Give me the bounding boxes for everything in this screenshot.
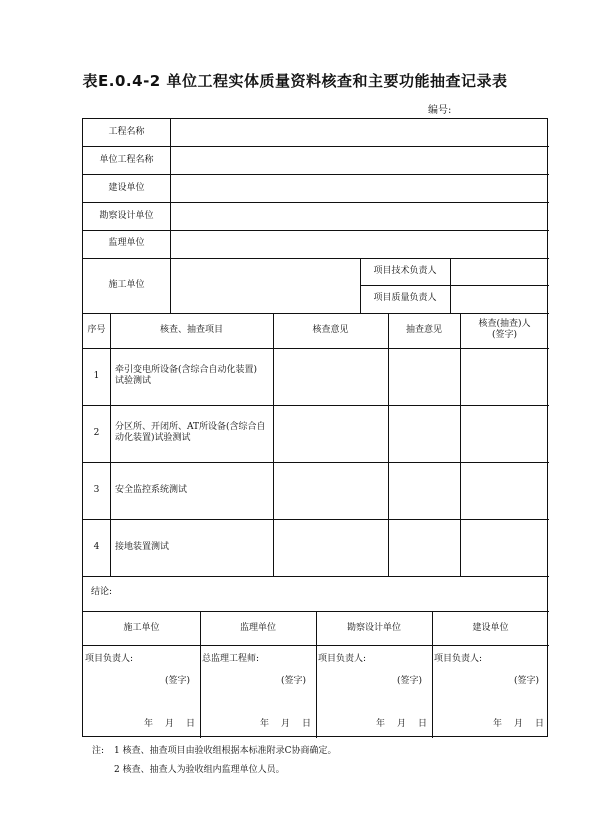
label-project-name: 工程名称 — [108, 127, 145, 137]
sign-person-label: 项目负责人: — [318, 654, 367, 664]
column-divider — [388, 313, 389, 576]
label-unit-project-name: 单位工程名称 — [99, 155, 154, 165]
date-month: 月 — [281, 719, 291, 729]
row-divider — [83, 230, 549, 231]
date-month: 月 — [514, 719, 524, 729]
date-year: 年 — [376, 719, 386, 729]
item-text: 牵引变电所设备(含综合自动化装置) — [115, 365, 258, 375]
column-divider — [110, 313, 111, 576]
item-text: 试验测试 — [115, 376, 152, 386]
item-number: 3 — [93, 485, 100, 495]
sign-person-label: 总监理工程师: — [202, 654, 260, 664]
date-year: 年 — [493, 719, 503, 729]
label-supervision-unit: 监理单位 — [108, 238, 145, 248]
label-construction-unit: 建设单位 — [108, 183, 145, 193]
header-seq: 序号 — [87, 325, 106, 335]
date-year: 年 — [260, 719, 270, 729]
row-divider — [83, 576, 549, 577]
row-divider — [83, 405, 549, 406]
column-divider — [450, 258, 451, 313]
row-divider — [360, 285, 549, 286]
item-text: 接地装置测试 — [115, 542, 170, 552]
record-table — [82, 118, 548, 737]
row-divider — [83, 202, 549, 203]
header-item: 核查、抽查项目 — [159, 325, 223, 335]
label-tech-leader: 项目技术负责人 — [373, 266, 437, 276]
item-number: 4 — [93, 542, 100, 552]
signature-mark: (签字) — [514, 676, 540, 686]
item-text: 安全监控系统测试 — [115, 485, 188, 495]
label-contractor-unit: 施工单位 — [108, 280, 145, 290]
sign-unit-contractor: 施工单位 — [123, 623, 160, 633]
serial-number-label: 编号: — [428, 105, 452, 116]
signature-mark: (签字) — [165, 676, 191, 686]
conclusion-label: 结论: — [91, 587, 113, 597]
row-divider — [83, 313, 549, 314]
signature-mark: (签字) — [397, 676, 423, 686]
sign-person-label: 项目负责人: — [85, 654, 134, 664]
note-line-1: 1 核查、抽查项目由验收组根据本标准附录C协商确定。 — [114, 746, 337, 756]
header-check-opinion: 核查意见 — [312, 325, 349, 335]
notes-prefix: 注: — [92, 746, 105, 756]
row-divider — [83, 519, 549, 520]
column-divider — [460, 313, 461, 576]
item-text: 分区所、开闭所、AT所设备(含综合自 — [115, 422, 266, 432]
date-day: 日 — [418, 719, 428, 729]
signature-mark: (签字) — [281, 676, 307, 686]
label-survey-design-unit: 勘察设计单位 — [99, 211, 154, 221]
item-number: 1 — [93, 371, 100, 381]
note-line-2: 2 核查、抽查人为验收组内监理单位人员。 — [114, 765, 285, 775]
item-text: 动化装置)试验测试 — [115, 433, 191, 443]
header-spot-opinion: 抽查意见 — [405, 325, 442, 335]
sign-unit-supervision: 监理单位 — [239, 623, 276, 633]
column-divider — [170, 119, 171, 313]
row-divider — [83, 462, 549, 463]
date-day: 日 — [186, 719, 196, 729]
sign-unit-construction: 建设单位 — [472, 623, 509, 633]
label-quality-leader: 项目质量负责人 — [373, 293, 437, 303]
date-day: 日 — [535, 719, 545, 729]
column-divider — [273, 313, 274, 576]
date-month: 月 — [397, 719, 407, 729]
row-divider — [83, 258, 549, 259]
date-day: 日 — [302, 719, 312, 729]
item-number: 2 — [93, 428, 100, 438]
row-divider — [83, 348, 549, 349]
row-divider — [83, 174, 549, 175]
date-month: 月 — [165, 719, 175, 729]
header-checker: 核查(抽查)人 — [478, 319, 531, 329]
header-checker-signature: (签字) — [491, 330, 518, 340]
sign-unit-survey-design: 勘察设计单位 — [346, 623, 401, 633]
date-year: 年 — [144, 719, 154, 729]
sign-person-label: 项目负责人: — [434, 654, 483, 664]
row-divider — [83, 146, 549, 147]
page-title: 表E.0.4-2 单位工程实体质量资料核查和主要功能抽查记录表 — [82, 72, 508, 90]
